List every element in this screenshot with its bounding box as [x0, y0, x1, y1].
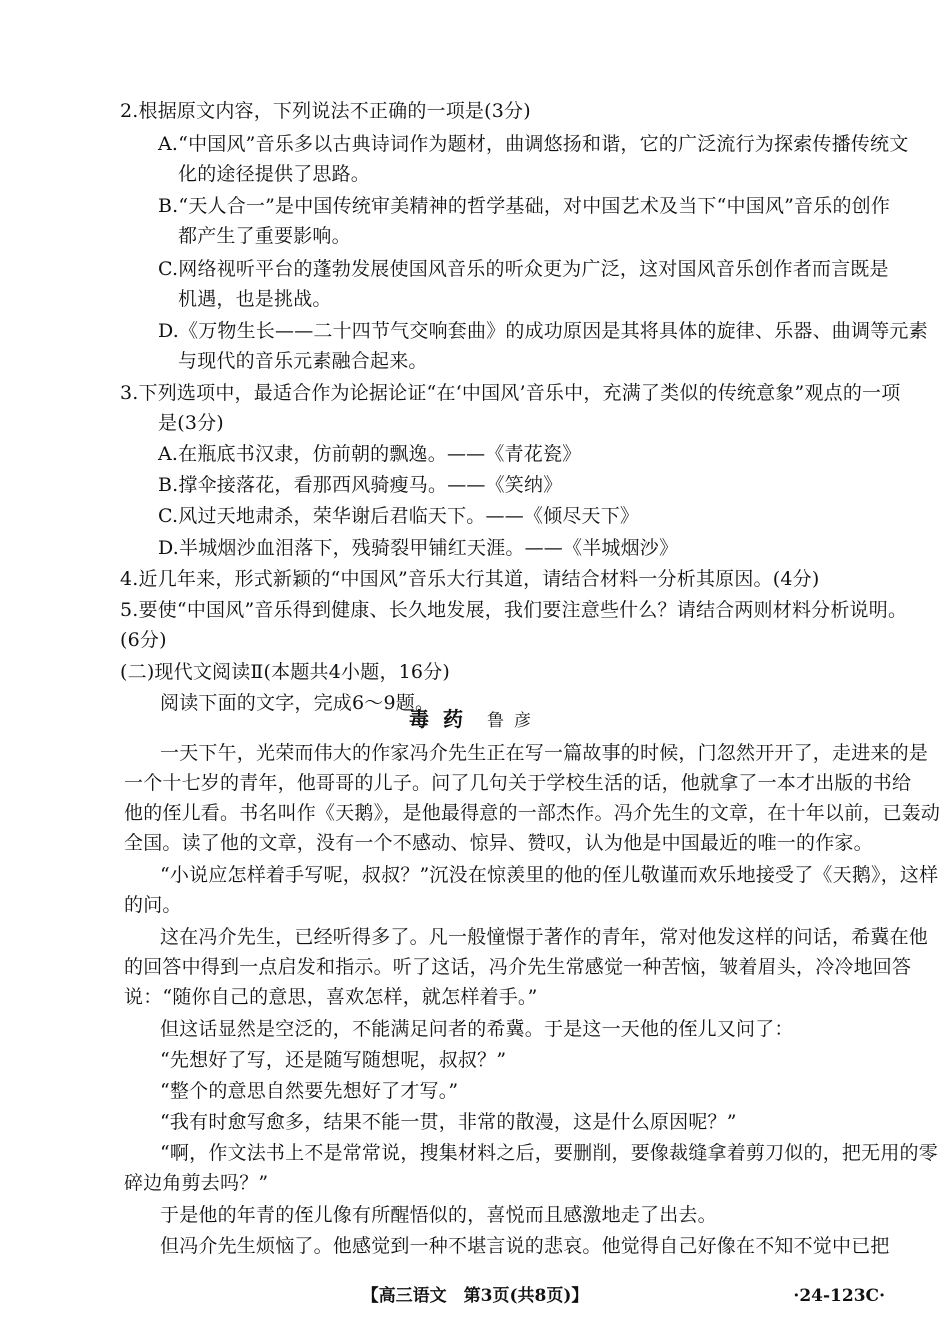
section-instruction: 阅读下面的文字，完成6～9题。 — [160, 692, 435, 714]
q2-option-d: D.《万物生长——二十四节气交响套曲》的成功原因是其将具体的旋律、乐器、曲调等元素 — [158, 320, 928, 342]
story-line: “整个的意思自然要先想好了才写。” — [160, 1080, 459, 1102]
story-line: 一个十七岁的青年，他哥哥的儿子。问了几句关于学校生活的话，他就拿了一本才出版的书给 — [124, 772, 912, 794]
q4-stem: 4.近几年来，形式新颖的“中国风”音乐大行其道，请结合材料一分析其原因。(4分) — [120, 568, 820, 590]
story-line: 全国。读了他的文章，没有一个不感动、惊异、赞叹，认为他是中国最近的唯一的作家。 — [124, 832, 873, 854]
exam-code: ·24-123C· — [793, 1286, 885, 1306]
q3-option-d: D.半城烟沙血泪落下，残骑裂甲铺红天涯。——《半城烟沙》 — [158, 537, 679, 559]
story-line: “我有时愈写愈多，结果不能一贯，非常的散漫，这是什么原因呢？” — [160, 1111, 737, 1133]
story-line: 说：“随你自己的意思，喜欢怎样，就怎样着手。” — [124, 986, 538, 1008]
story-heading — [0, 705, 950, 735]
q2-stem: 2.根据原文内容，下列说法不正确的一项是(3分) — [120, 100, 531, 122]
story-line: “啊，作文法书上不是常常说，搜集材料之后，要删削，要像裁缝拿着剪刀似的，把无用的零 — [160, 1142, 938, 1164]
q2-option-b: B.“天人合一”是中国传统审美精神的哲学基础，对中国艺术及当下“中国风”音乐的创作 — [158, 195, 891, 217]
story-line: 这在冯介先生，已经听得多了。凡一般憧憬于著作的青年，常对他发这样的问话，希冀在他 — [160, 926, 929, 948]
q3-option-b: B.撑伞接落花，看那西风骑瘦马。——《笑纳》 — [158, 474, 563, 496]
q2-option-a: A.“中国风”音乐多以古典诗词作为题材，曲调悠扬和谐，它的广泛流行为探索传播传统文 — [158, 133, 909, 155]
story-line: 但这话显然是空泛的，不能满足问者的希冀。于是这一天他的侄儿又问了： — [160, 1018, 794, 1040]
story-line: 一天下午，光荣而伟大的作家冯介先生正在写一篇故事的时候，门忽然开开了，走进来的是 — [160, 742, 929, 764]
q3-stem: 3.下列选项中，最适合作为论据论证“在‘中国风’音乐中，充满了类似的传统意象”观点的一项 — [120, 382, 901, 404]
story-line: 的回答中得到一点启发和指示。听了这话，冯介先生常感觉一种苦恼，皱着眉头，冷冷地回答 — [124, 956, 912, 978]
q2-option-b-cont: 都产生了重要影响。 — [178, 225, 351, 247]
story-line: 碎边角剪去吗？” — [124, 1172, 269, 1194]
q3-stem-cont: 是(3分) — [158, 412, 224, 434]
q2-option-a-cont: 化的途径提供了思路。 — [178, 163, 371, 185]
story-author: 鲁彦 — [487, 711, 541, 731]
story-line: 他的侄儿看。书名叫作《天鹅》，是他最得意的一部杰作。冯介先生的文章，在十年以前，已轰动 — [124, 802, 941, 824]
page-footer: 【高三语文 第3页(共8页)】 — [361, 1286, 589, 1306]
q2-option-c-cont: 机遇，也是挑战。 — [178, 288, 332, 310]
story-title: 毒药 — [409, 707, 477, 731]
q3-option-c: C.风过天地肃杀，荣华谢后君临天下。——《倾尽天下》 — [158, 505, 640, 527]
q2-option-c: C.网络视听平台的蓬勃发展使国风音乐的听众更为广泛，这对国风音乐创作者而言既是 — [158, 258, 889, 280]
story-line: 的问。 — [124, 894, 182, 916]
section-title: (二)现代文阅读Ⅱ(本题共4小题，16分) — [120, 661, 451, 683]
story-line: 但冯介先生烦恼了。他感觉到一种不堪言说的悲哀。他觉得自己好像在不知不觉中已把 — [160, 1235, 890, 1257]
q3-option-a: A.在瓶底书汉隶，仿前朝的飘逸。——《青花瓷》 — [158, 443, 582, 465]
story-line: “小说应怎样着手写呢，叔叔？”沉没在惊羡里的他的侄儿敬谨而欢乐地接受了《天鹅》，这样 — [160, 864, 939, 886]
q5-stem-cont: (6分) — [120, 629, 167, 651]
story-line: “先想好了写，还是随写随想呢，叔叔？” — [160, 1049, 507, 1071]
story-line: 于是他的年青的侄儿像有所醒悟似的，喜悦而且感激地走了出去。 — [160, 1204, 717, 1226]
q5-stem: 5.要使“中国风”音乐得到健康、长久地发展，我们要注意些什么？请结合两则材料分析说明。 — [120, 599, 908, 621]
q2-option-d-cont: 与现代的音乐元素融合起来。 — [178, 350, 428, 372]
